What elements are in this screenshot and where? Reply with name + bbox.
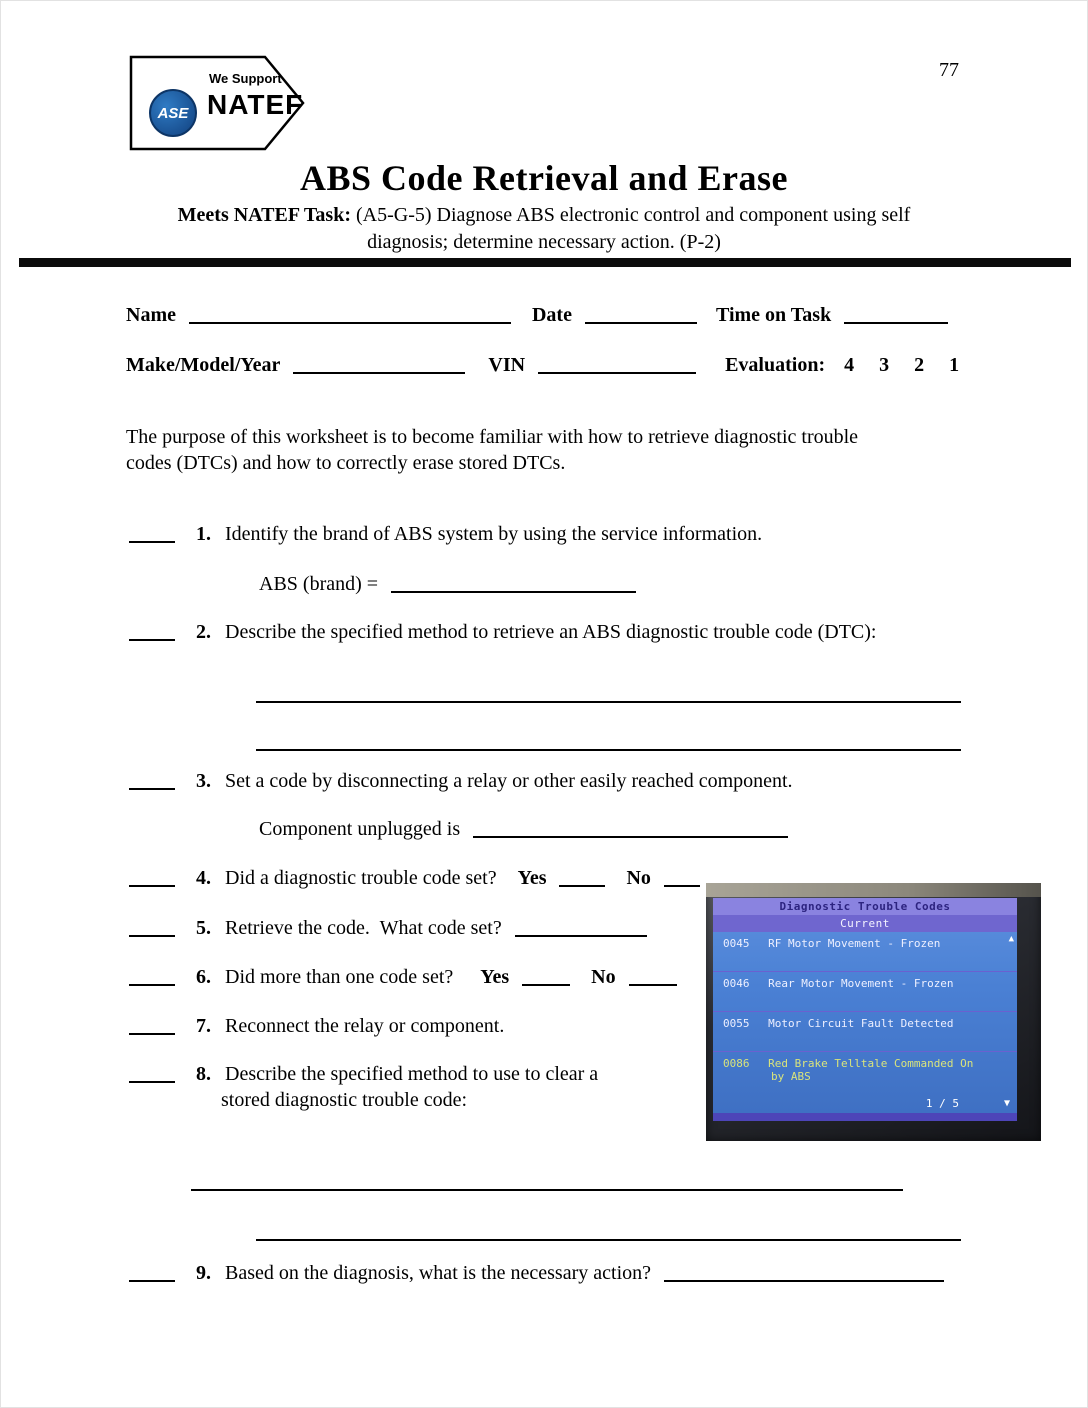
page-title: ABS Code Retrieval and Erase (300, 158, 788, 198)
dtc-code: 0086 (723, 1057, 750, 1070)
item-4-yes-label: Yes (517, 867, 547, 889)
scan-tool-bezel (706, 883, 1041, 897)
item-6-no-label: No (591, 966, 616, 988)
dtc-row-0086 (713, 1052, 1017, 1092)
time-on-task-label: Time on Task (715, 304, 832, 326)
natef-logo (129, 55, 307, 151)
item-5 (129, 917, 647, 940)
dtc-code: 0046 (723, 977, 750, 990)
item-6 (129, 966, 677, 989)
item-8-text-line-2: stored diagnostic trouble code: (221, 1089, 468, 1111)
make-model-year-label: Make/Model/Year (126, 354, 281, 376)
dtc-row-0045 (713, 932, 1017, 972)
item-4-yes-blank (559, 868, 605, 887)
scroll-down-icon: ▼ (1003, 1098, 1010, 1109)
abs-brand-label: ABS (brand) = (259, 573, 379, 595)
item-9-number: 9. (196, 1262, 211, 1284)
component-unplugged-label: Component unplugged is (259, 818, 461, 840)
item-6-number: 6. (196, 966, 211, 988)
item-3-answer-line (259, 818, 788, 841)
item-2-number: 2. (196, 621, 211, 643)
we-support-text: We Support (209, 71, 282, 86)
ase-logo-icon (149, 89, 197, 137)
evaluation-value-3: 3 (879, 354, 890, 376)
abs-brand-blank (391, 574, 636, 593)
dtc-description: Rear Motor Movement - Frozen (768, 977, 954, 990)
item-6-grade-blank (129, 967, 175, 986)
item-1 (129, 523, 762, 546)
scroll-up-icon: ▲ (1008, 934, 1014, 944)
item-9-text: Based on the diagnosis, what is the necessary action? (225, 1262, 651, 1284)
item-2 (129, 621, 876, 644)
item-8 (129, 1063, 598, 1112)
item-4 (129, 867, 700, 890)
vin-label: VIN (488, 354, 526, 376)
item-3-text: Set a code by disconnecting a relay or other easily reached component. (225, 770, 793, 792)
dtc-description: RF Motor Movement - Frozen (768, 937, 941, 950)
ase-logo-text: ASE (157, 104, 189, 122)
item-1-text: Identify the brand of ABS system by using the service information. (225, 523, 763, 545)
dtc-description: Motor Circuit Fault Detected (768, 1017, 954, 1030)
make-model-year-blank (293, 355, 465, 374)
item-9 (129, 1262, 944, 1285)
natef-text: NATEF (207, 89, 304, 120)
item-7 (129, 1015, 504, 1038)
item-2-grade-blank (129, 622, 175, 641)
item-8-answer-line-1 (191, 1169, 903, 1191)
date-label: Date (531, 304, 572, 326)
dtc-description: Red Brake Telltale Commanded On (768, 1057, 974, 1070)
natef-task-line-1 (1, 204, 1087, 227)
dtc-code: 0055 (723, 1017, 750, 1030)
screen-footer (713, 1096, 1017, 1112)
item-4-text: Did a diagnostic trouble code set? (225, 867, 497, 889)
item-5-code-blank (515, 918, 647, 937)
item-1-grade-blank (129, 524, 175, 543)
dtc-code: 0045 (723, 937, 750, 950)
item-7-grade-blank (129, 1016, 175, 1035)
natef-task-text: (A5-G-5) Diagnose ABS electronic control and component using self (356, 204, 911, 226)
item-6-text: Did more than one code set? (225, 966, 454, 988)
item-6-yes-blank (522, 967, 570, 986)
evaluation-value-4: 4 (844, 354, 855, 376)
item-2-answer-line-2 (256, 729, 961, 751)
vin-blank (538, 355, 696, 374)
item-8-text-line-1: Describe the specified method to use to clear a (225, 1063, 599, 1085)
item-4-number: 4. (196, 867, 211, 889)
date-blank (585, 305, 697, 324)
dtc-row-0046 (713, 972, 1017, 1012)
form-row-vehicle (126, 354, 959, 377)
item-7-number: 7. (196, 1015, 211, 1037)
evaluation-value-1: 1 (949, 354, 960, 376)
divider-rule (19, 258, 1071, 267)
item-7-text: Reconnect the relay or component. (225, 1015, 505, 1037)
time-on-task-blank (844, 305, 948, 324)
dtc-page-indicator: 1 / 5 (925, 1097, 959, 1110)
item-4-no-blank (664, 868, 700, 887)
form-row-name (126, 304, 948, 327)
natef-task-label: Meets NATEF Task: (177, 204, 351, 226)
dtc-status-bar: Current (713, 915, 1017, 932)
name-label: Name (126, 304, 176, 326)
item-3-grade-blank (129, 771, 175, 790)
dtc-list (713, 932, 1017, 1095)
name-blank (189, 305, 511, 324)
item-5-number: 5. (196, 917, 211, 939)
item-8-grade-blank (129, 1064, 175, 1083)
evaluation-value-2: 2 (914, 354, 925, 376)
purpose-line-1: The purpose of this worksheet is to become familiar with how to retrieve diagnostic trouble (126, 426, 859, 448)
purpose-line-2: codes (DTCs) and how to correctly erase stored DTCs. (126, 452, 566, 474)
component-unplugged-blank (473, 819, 788, 838)
item-4-grade-blank (129, 868, 175, 887)
item-9-grade-blank (129, 1263, 175, 1282)
item-3-number: 3. (196, 770, 211, 792)
item-6-no-blank (629, 967, 677, 986)
screen-bottom-strip (713, 1113, 1017, 1121)
page-number: 77 (939, 59, 959, 81)
item-5-grade-blank (129, 918, 175, 937)
item-1-number: 1. (196, 523, 211, 545)
dtc-title-bar: Diagnostic Trouble Codes (713, 898, 1017, 915)
item-8-answer-line-2 (256, 1219, 961, 1241)
item-6-yes-label: Yes (480, 966, 510, 988)
item-9-answer-blank (664, 1263, 944, 1282)
natef-task-line-2: diagnosis; determine necessary action. (P-2) (367, 231, 721, 253)
item-4-no-label: No (626, 867, 651, 889)
item-2-text: Describe the specified method to retrieve an ABS diagnostic trouble code (DTC): (225, 621, 877, 643)
scan-tool-photo (706, 883, 1041, 1141)
dtc-description-line-2: by ABS (771, 1070, 811, 1083)
item-8-number: 8. (196, 1063, 211, 1085)
item-1-answer-line (259, 573, 636, 596)
dtc-row-0055 (713, 1012, 1017, 1052)
scan-tool-screen (713, 898, 1017, 1121)
item-5-text: Retrieve the code. What code set? (225, 917, 502, 939)
item-2-answer-line-1 (256, 681, 961, 703)
item-3 (129, 770, 793, 793)
evaluation-label: Evaluation: (725, 354, 826, 376)
